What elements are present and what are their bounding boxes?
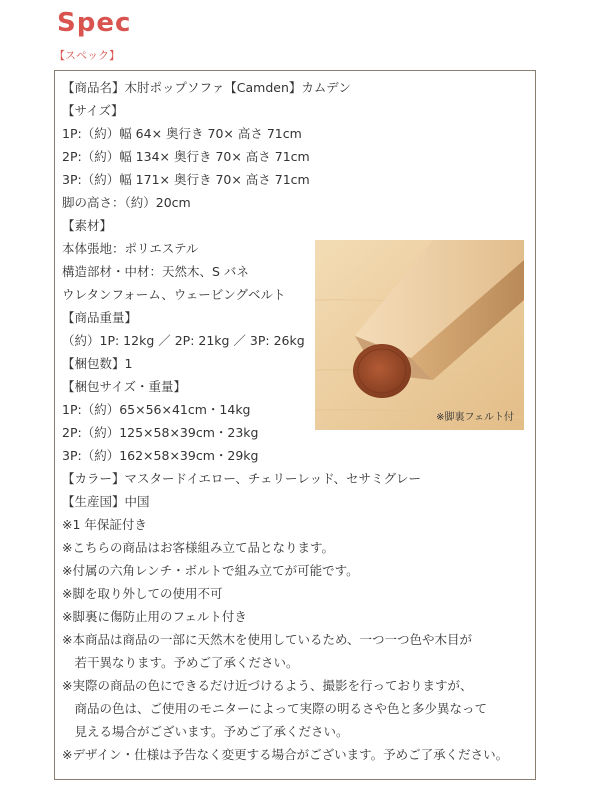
spec-line-design-note: ※デザイン・仕様は予告なく変更する場合がございます。予めご了承ください。: [62, 747, 509, 762]
spec-line-material-heading: 【素材】: [62, 218, 113, 233]
spec-line-wood-note: ※本商品は商品の一部に天然木を使用しているため、一つ一つ色や木目が: [62, 632, 472, 647]
spec-line-origin: 【生産国】中国: [62, 494, 150, 509]
spec-line-size-1p: 1P:（約）幅 64× 奥行き 70× 高さ 71cm: [62, 126, 302, 141]
spec-title: Spec: [57, 8, 132, 38]
spec-line-package-count: 【梱包数】1: [62, 356, 133, 371]
wooden-leg-image: [315, 240, 524, 430]
spec-line-color-note-cont1: 商品の色は、ご使用のモニターによって実際の明るさや色と多少異なって: [62, 701, 488, 716]
photo-caption: ※脚裏フェルト付: [436, 412, 514, 423]
spec-line-weight-heading: 【商品重量】: [62, 310, 138, 325]
spec-line-felt: ※脚裏に傷防止用のフェルト付き: [62, 609, 247, 624]
spec-line-structure: 構造部材・中材：天然木、S バネ: [62, 264, 249, 279]
spec-line-package-1p: 1P:（約）65×56×41cm・14kg: [62, 402, 251, 417]
spec-line-tools: ※付属の六角レンチ・ボルトで組み立てが可能です。: [62, 563, 359, 578]
leg-felt-photo: [315, 240, 524, 430]
spec-line-size-2p: 2P:（約）幅 134× 奥行き 70× 高さ 71cm: [62, 149, 310, 164]
spec-line-assembly: ※こちらの商品はお客様組み立て品となります。: [62, 540, 334, 555]
spec-line-weight: （約）1P: 12kg ／ 2P: 21kg ／ 3P: 26kg: [62, 333, 305, 348]
spec-line-wood-note-cont: 若干異なります。予めご了承ください。: [62, 655, 299, 670]
felt-pad: [353, 344, 411, 398]
spec-subtitle: 【スペック】: [54, 49, 120, 62]
spec-line-colors: 【カラー】マスタードイエロー、チェリーレッド、セサミグレー: [62, 471, 422, 486]
spec-line-size-heading: 【サイズ】: [62, 103, 124, 118]
spec-line-package-heading: 【梱包サイズ・重量】: [62, 379, 187, 394]
spec-line-package-2p: 2P:（約）125×58×39cm・23kg: [62, 425, 259, 440]
spec-line-size-3p: 3P:（約）幅 171× 奥行き 70× 高さ 71cm: [62, 172, 310, 187]
spec-line-foam: ウレタンフォーム、ウェービングベルト: [62, 287, 286, 302]
spec-line-legs-required: ※脚を取り外しての使用不可: [62, 586, 223, 601]
spec-line-color-note: ※実際の商品の色にできるだけ近づけるよう、撮影を行っておりますが、: [62, 678, 473, 693]
spec-line-leg-height: 脚の高さ：（約）20cm: [62, 195, 191, 210]
spec-line-product-name: 【商品名】木肘ポップソファ【Camden】カムデン: [62, 80, 351, 95]
spec-line-warranty: ※1 年保証付き: [62, 517, 147, 532]
spec-line-package-3p: 3P:（約）162×58×39cm・29kg: [62, 448, 259, 463]
spec-line-upholstery: 本体張地：ポリエステル: [62, 241, 199, 256]
spec-line-color-note-cont2: 見える場合がございます。予めご了承ください。: [62, 724, 349, 739]
